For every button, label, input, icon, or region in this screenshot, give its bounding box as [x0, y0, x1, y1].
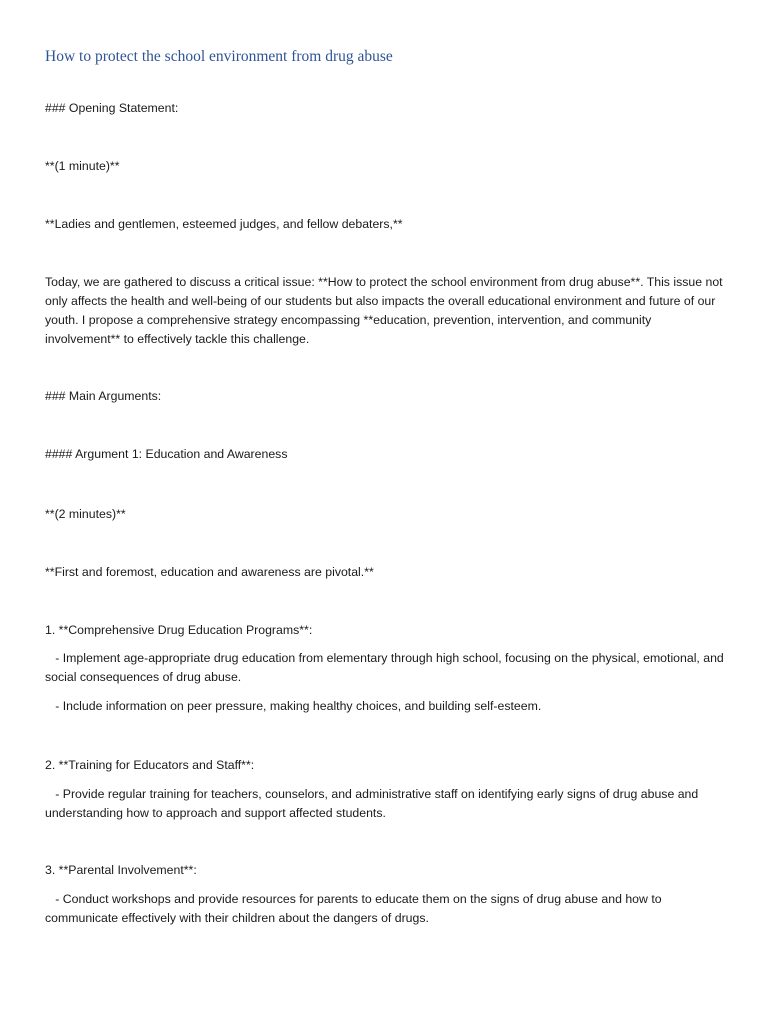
list-item-3-bullet-1: - Conduct workshops and provide resources for parents to educate them on the signs of drug abuse and how to communicate effectively with their children about the dangers of drugs.: [45, 892, 665, 925]
argument-1-lead: **First and foremost, education and awareness are pivotal.**: [45, 565, 374, 579]
heading-main-arguments: ### Main Arguments:: [45, 389, 162, 403]
list-item-2-bullet-1: - Provide regular training for teachers, counselors, and administrative staff on identifying early signs of drug abuse and understanding how to approach and support affected students.: [45, 787, 702, 820]
list-item-1-heading: 1. **Comprehensive Drug Education Programs**:: [45, 623, 313, 637]
time-note-1-minute: **(1 minute)**: [45, 159, 120, 173]
salutation-paragraph: **Ladies and gentlemen, esteemed judges, and fellow debaters,**: [45, 217, 403, 231]
list-item-1-bullet-1: - Implement age-appropriate drug education from elementary through high school, focusing on the physical, emotional, and social consequences of drug abuse.: [45, 651, 728, 684]
list-item-1-bullet-2: - Include information on peer pressure, making healthy choices, and building self-esteem.: [45, 699, 542, 713]
intro-paragraph: Today, we are gathered to discuss a critical issue: **How to protect the school environment from drug abuse**. This issue not only affects the health and well-being of our students but also impacts the overall educational environment and future of our youth. I propose a comprehensive strategy encompassing **education, prevention, intervention, and community involvement** to effectively tackle this challenge.: [45, 275, 723, 346]
list-item-3-heading: 3. **Parental Involvement**:: [45, 863, 197, 877]
document-title: How to protect the school environment from drug abuse: [45, 48, 393, 65]
list-item-2-heading: 2. **Training for Educators and Staff**:: [45, 758, 255, 772]
heading-argument-1: #### Argument 1: Education and Awareness: [45, 447, 288, 461]
heading-opening-statement: ### Opening Statement:: [45, 101, 179, 115]
time-note-2-minutes: **(2 minutes)**: [45, 507, 126, 521]
